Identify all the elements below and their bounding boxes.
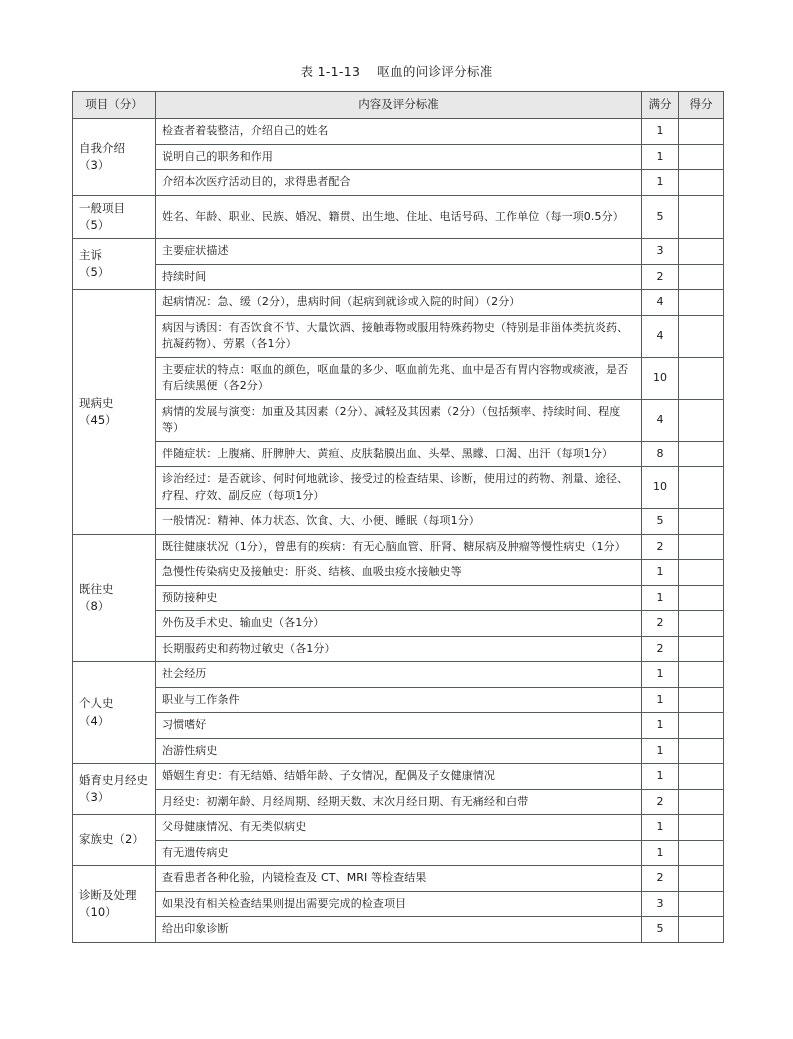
- table-row: [73, 687, 724, 713]
- section-points: （10）: [79, 904, 117, 919]
- section-name: 个人史: [79, 696, 114, 711]
- criterion-text: 冶游性病史: [156, 738, 642, 764]
- section-label: [73, 290, 156, 535]
- obtained-score-field[interactable]: [679, 119, 724, 145]
- section-name: 家族史: [79, 832, 114, 847]
- full-score-value: 2: [642, 534, 679, 560]
- criterion-text: 有无遗传病史: [156, 840, 642, 866]
- criterion-text: 如果没有相关检查结果则提出需要完成的检查项目: [156, 891, 642, 917]
- criterion-text: 长期服药史和药物过敏史（各1分）: [156, 636, 642, 662]
- table-row: [73, 195, 724, 239]
- section-points: （3）: [79, 790, 110, 804]
- table-row: [73, 441, 724, 467]
- criterion-text: 主要症状的特点：呕血的颜色，呕血量的多少、呕血前先兆、血中是否有胃内容物或痰液，是否有后续黑便（各2分）: [156, 357, 642, 399]
- column-header-got: 得分: [679, 92, 724, 119]
- column-header-full: 满分: [642, 92, 679, 119]
- section-name: 主诉: [79, 247, 102, 262]
- full-score-value: 2: [642, 611, 679, 637]
- obtained-score-field[interactable]: [679, 290, 724, 316]
- obtained-score-field[interactable]: [679, 815, 724, 841]
- obtained-score-field[interactable]: [679, 789, 724, 815]
- section-points: （45）: [79, 412, 117, 427]
- full-score-value: 1: [642, 170, 679, 196]
- table-row: [73, 290, 724, 316]
- obtained-score-field[interactable]: [679, 399, 724, 441]
- table-row: [73, 509, 724, 535]
- full-score-value: 8: [642, 441, 679, 467]
- table-row: [73, 815, 724, 841]
- table-row: [73, 264, 724, 290]
- section-name: 现病史: [79, 395, 114, 410]
- interview-score-table: [72, 91, 724, 943]
- section-label: [73, 119, 156, 196]
- criterion-text: 急慢性传染病史及接触史：肝炎、结核、血吸虫疫水接触史等: [156, 560, 642, 586]
- obtained-score-field[interactable]: [679, 357, 724, 399]
- criterion-text: 检查者着装整洁，介绍自己的姓名: [156, 119, 642, 145]
- criterion-text: 月经史：初潮年龄、月经周期、经期天数、末次月经日期、有无痛经和白带: [156, 789, 642, 815]
- criterion-text: 父母健康情况、有无类似病史: [156, 815, 642, 841]
- table-row: [73, 239, 724, 265]
- full-score-value: 1: [642, 738, 679, 764]
- full-score-value: 4: [642, 399, 679, 441]
- criterion-text: 查看患者各种化验，内镜检查及 CT、MRI 等检查结果: [156, 866, 642, 892]
- criterion-text: 预防接种史: [156, 585, 642, 611]
- table-row: [73, 611, 724, 637]
- section-name: 一般项目: [79, 200, 125, 215]
- criterion-text: 诊治经过：是否就诊、何时何地就诊、接受过的检查结果、诊断，使用过的药物、剂量、途径、疗程、疗效、副反应（每项1分）: [156, 467, 642, 509]
- obtained-score-field[interactable]: [679, 662, 724, 688]
- criterion-text: 伴随症状：上腹痛、肝脾肿大、黄疸、皮肤黏膜出血、头晕、黑矇、口渴、出汗（每项1分）: [156, 441, 642, 467]
- full-score-value: 4: [642, 315, 679, 357]
- full-score-value: 1: [642, 144, 679, 170]
- criterion-text: 一般情况：精神、体力状态、饮食、大、小便、睡眠（每项1分）: [156, 509, 642, 535]
- section-name: 诊断及处理: [79, 887, 137, 902]
- table-row: [73, 467, 724, 509]
- section-label: [73, 866, 156, 943]
- obtained-score-field[interactable]: [679, 891, 724, 917]
- criterion-text: 姓名、年龄、职业、民族、婚况、籍贯、出生地、住址、电话号码、工作单位（每一项0.5分）: [156, 195, 642, 239]
- section-points: （5）: [79, 217, 110, 232]
- table-row: [73, 917, 724, 943]
- section-points: （8）: [79, 598, 110, 613]
- full-score-value: 1: [642, 687, 679, 713]
- criterion-text: 职业与工作条件: [156, 687, 642, 713]
- section-label: [73, 815, 156, 866]
- obtained-score-field[interactable]: [679, 585, 724, 611]
- full-score-value: 3: [642, 239, 679, 265]
- table-row: [73, 144, 724, 170]
- table-row: [73, 399, 724, 441]
- table-row: [73, 662, 724, 688]
- section-name: 既往史: [79, 581, 114, 596]
- full-score-value: 1: [642, 764, 679, 790]
- obtained-score-field[interactable]: [679, 840, 724, 866]
- obtained-score-field[interactable]: [679, 144, 724, 170]
- full-score-value: 3: [642, 891, 679, 917]
- criterion-text: 外伤及手术史、输血史（各1分）: [156, 611, 642, 637]
- full-score-value: 1: [642, 815, 679, 841]
- table-row: [73, 738, 724, 764]
- full-score-value: 2: [642, 866, 679, 892]
- criterion-text: 主要症状描述: [156, 239, 642, 265]
- table-row: [73, 840, 724, 866]
- obtained-score-field[interactable]: [679, 534, 724, 560]
- obtained-score-field[interactable]: [679, 315, 724, 357]
- criterion-text: 起病情况：急、缓（2分），患病时间（起病到就诊或入院的时间）（2分）: [156, 290, 642, 316]
- section-label: [73, 662, 156, 764]
- obtained-score-field[interactable]: [679, 239, 724, 265]
- obtained-score-field[interactable]: [679, 560, 724, 586]
- obtained-score-field[interactable]: [679, 738, 724, 764]
- obtained-score-field[interactable]: [679, 264, 724, 290]
- score-table-container: [72, 91, 723, 943]
- obtained-score-field[interactable]: [679, 866, 724, 892]
- obtained-score-field[interactable]: [679, 611, 724, 637]
- obtained-score-field[interactable]: [679, 467, 724, 509]
- criterion-text: 病因与诱因：有否饮食不节、大量饮酒、接触毒物或服用特殊药物史（特别是非甾体类抗炎药、抗凝药物）、劳累（各1分）: [156, 315, 642, 357]
- full-score-value: 2: [642, 636, 679, 662]
- table-row: [73, 170, 724, 196]
- obtained-score-field[interactable]: [679, 509, 724, 535]
- table-row: [73, 357, 724, 399]
- obtained-score-field[interactable]: [679, 713, 724, 739]
- table-row: [73, 891, 724, 917]
- criterion-text: 社会经历: [156, 662, 642, 688]
- section-label: [73, 239, 156, 290]
- section-label: [73, 534, 156, 662]
- criterion-text: 习惯嗜好: [156, 713, 642, 739]
- criterion-text: 给出印象诊断: [156, 917, 642, 943]
- full-score-value: 5: [642, 509, 679, 535]
- full-score-value: 1: [642, 840, 679, 866]
- table-row: [73, 315, 724, 357]
- section-points: （3）: [79, 157, 110, 172]
- table-header: [73, 92, 724, 119]
- column-header-item: 项目（分）: [73, 92, 156, 119]
- table-body: [73, 119, 724, 943]
- obtained-score-field[interactable]: [679, 917, 724, 943]
- table-row: [73, 560, 724, 586]
- full-score-value: 1: [642, 713, 679, 739]
- table-row: [73, 119, 724, 145]
- table-row: [73, 636, 724, 662]
- table-header-row: [73, 92, 724, 119]
- table-row: [73, 534, 724, 560]
- section-name: 婚育史月经史: [79, 772, 148, 787]
- table-row: [73, 764, 724, 790]
- obtained-score-field[interactable]: [679, 636, 724, 662]
- obtained-score-field[interactable]: [679, 170, 724, 196]
- table-row: [73, 789, 724, 815]
- obtained-score-field[interactable]: [679, 764, 724, 790]
- section-name: 自我介绍: [79, 140, 125, 155]
- section-points: （4）: [79, 713, 110, 728]
- criterion-text: 持续时间: [156, 264, 642, 290]
- full-score-value: 1: [642, 119, 679, 145]
- section-label: [73, 764, 156, 815]
- full-score-value: 4: [642, 290, 679, 316]
- criterion-text: 病情的发展与演变：加重及其因素（2分）、减轻及其因素（2分）（包括频率、持续时间、程度等）: [156, 399, 642, 441]
- full-score-value: 2: [642, 264, 679, 290]
- full-score-value: 5: [642, 917, 679, 943]
- full-score-value: 1: [642, 560, 679, 586]
- full-score-value: 5: [642, 195, 679, 239]
- section-label: [73, 195, 156, 239]
- section-points: （5）: [79, 265, 110, 279]
- obtained-score-field[interactable]: [679, 195, 724, 239]
- criterion-text: 介绍本次医疗活动目的，求得患者配合: [156, 170, 642, 196]
- table-row: [73, 713, 724, 739]
- page-title: 表 1-1-13 呕血的问诊评分标准: [300, 64, 493, 79]
- table-row: [73, 866, 724, 892]
- full-score-value: 1: [642, 585, 679, 611]
- full-score-value: 10: [642, 357, 679, 399]
- full-score-value: 10: [642, 467, 679, 509]
- full-score-value: 2: [642, 789, 679, 815]
- obtained-score-field[interactable]: [679, 441, 724, 467]
- table-row: [73, 585, 724, 611]
- criterion-text: 说明自己的职务和作用: [156, 144, 642, 170]
- column-header-content: 内容及评分标准: [156, 92, 642, 119]
- full-score-value: 1: [642, 662, 679, 688]
- section-points: （2）: [113, 832, 144, 847]
- criterion-text: 既往健康状况（1分），曾患有的疾病：有无心脑血管、肝肾、糖尿病及肿瘤等慢性病史（1分）: [156, 534, 642, 560]
- criterion-text: 婚姻生育史：有无结婚、结婚年龄、子女情况，配偶及子女健康情况: [156, 764, 642, 790]
- obtained-score-field[interactable]: [679, 687, 724, 713]
